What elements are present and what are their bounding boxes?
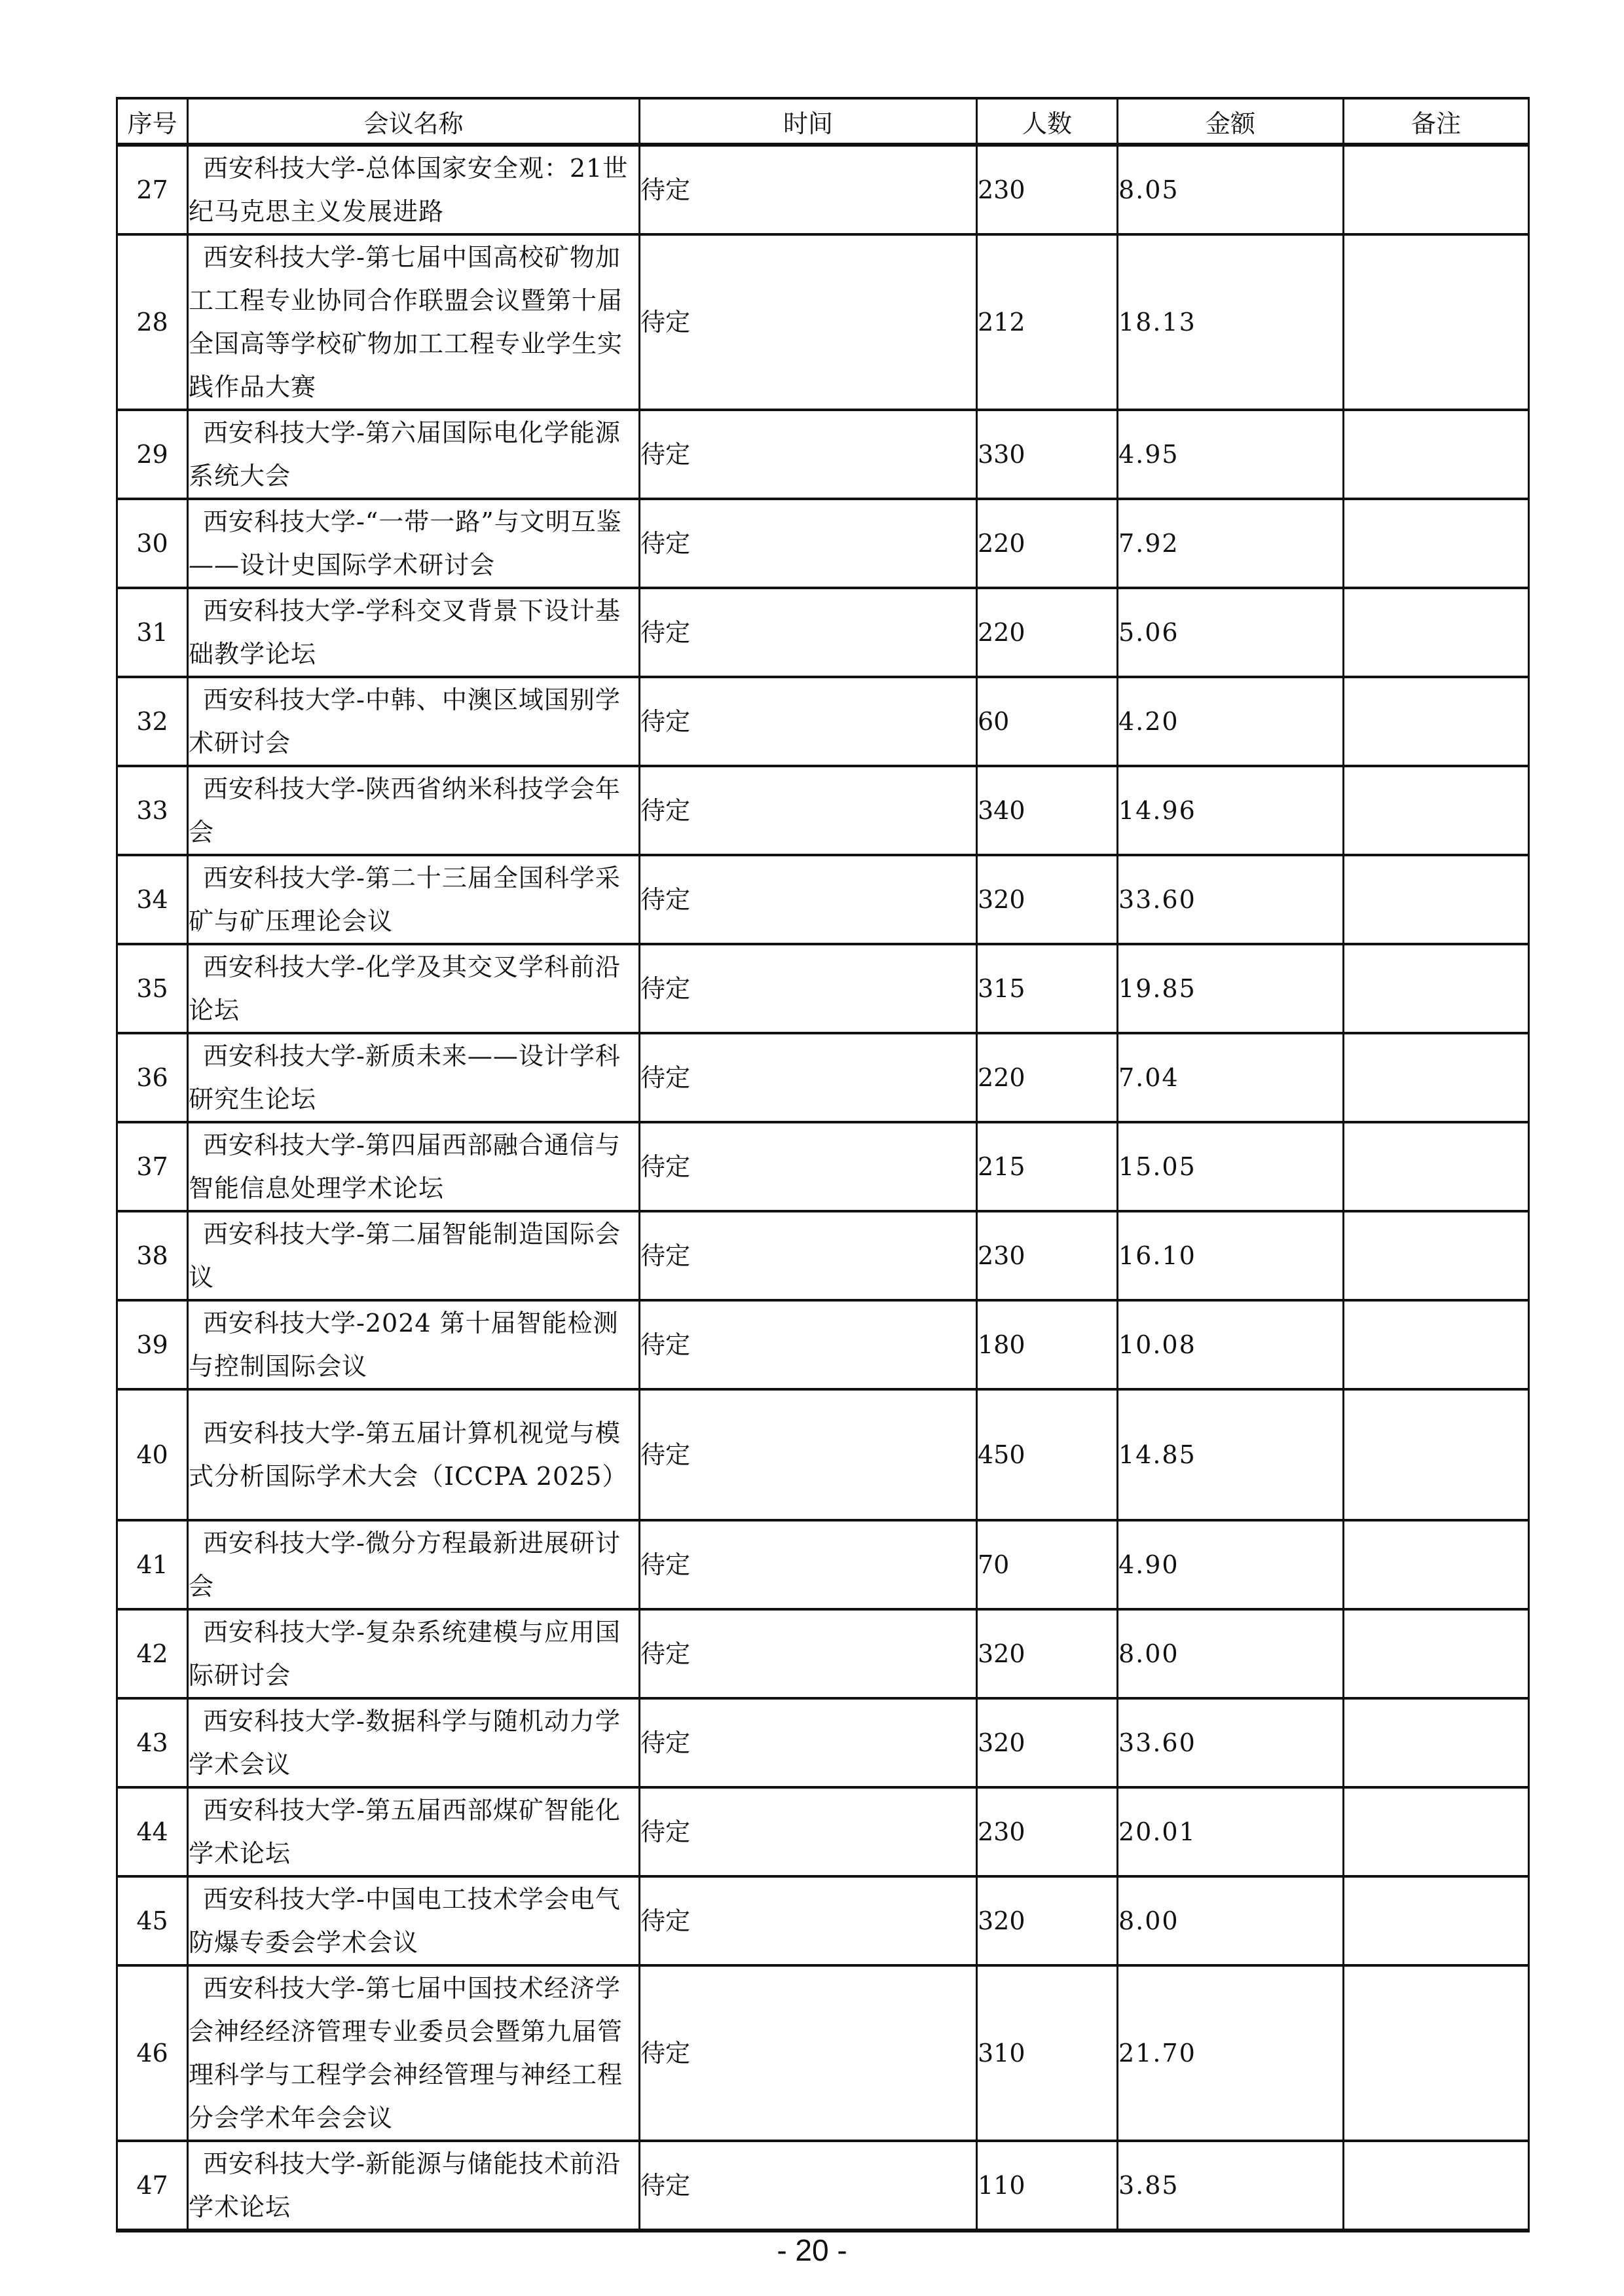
conference-name-text: 西安科技大学-第五届计算机视觉与模式分析国际学术大会（ICCPA 2025）	[189, 1419, 628, 1491]
row-number: 44	[117, 1787, 188, 1876]
row-number: 32	[117, 677, 188, 766]
row-number: 46	[117, 1965, 188, 2141]
conference-name-text: 西安科技大学-数据科学与随机动力学学术会议	[189, 1707, 621, 1779]
table-row	[117, 1876, 1529, 1965]
amount: 8.00	[1118, 1609, 1344, 1698]
conference-name-text: 西安科技大学-2024 第十届智能检测与控制国际会议	[189, 1309, 619, 1381]
attendee-count: 330	[977, 410, 1118, 499]
attendee-count: 340	[977, 766, 1118, 855]
header-time: 时间	[640, 98, 977, 145]
remark	[1344, 2141, 1529, 2231]
conference-name	[188, 145, 640, 234]
conference-time: 待定	[640, 1609, 977, 1698]
table-row	[117, 944, 1529, 1033]
table-row	[117, 677, 1529, 766]
row-number: 43	[117, 1698, 188, 1787]
conference-name	[188, 1033, 640, 1122]
row-number: 33	[117, 766, 188, 855]
remark	[1344, 1389, 1529, 1520]
row-number: 27	[117, 145, 188, 234]
conference-time: 待定	[640, 1122, 977, 1211]
attendee-count: 70	[977, 1520, 1118, 1609]
conference-time: 待定	[640, 855, 977, 944]
amount: 8.05	[1118, 145, 1344, 234]
conference-time: 待定	[640, 1300, 977, 1389]
amount: 3.85	[1118, 2141, 1344, 2231]
attendee-count: 450	[977, 1389, 1118, 1520]
conference-name	[188, 1609, 640, 1698]
attendee-count: 320	[977, 1876, 1118, 1965]
header-people: 人数	[977, 98, 1118, 145]
remark	[1344, 234, 1529, 410]
attendee-count: 220	[977, 588, 1118, 677]
remark	[1344, 1300, 1529, 1389]
conference-name	[188, 1389, 640, 1520]
amount: 7.04	[1118, 1033, 1344, 1122]
remark	[1344, 499, 1529, 588]
conference-name	[188, 588, 640, 677]
table-row	[117, 1389, 1529, 1520]
conference-time: 待定	[640, 1876, 977, 1965]
remark	[1344, 677, 1529, 766]
conference-name	[188, 1787, 640, 1876]
header-amount: 金额	[1118, 98, 1344, 145]
remark	[1344, 766, 1529, 855]
table-row	[117, 1787, 1529, 1876]
attendee-count: 230	[977, 145, 1118, 234]
amount: 4.20	[1118, 677, 1344, 766]
table-row	[117, 1211, 1529, 1300]
conference-time: 待定	[640, 499, 977, 588]
header-name: 会议名称	[188, 98, 640, 145]
amount: 15.05	[1118, 1122, 1344, 1211]
conference-name-text: 西安科技大学-微分方程最新进展研讨会	[189, 1529, 621, 1601]
amount: 10.08	[1118, 1300, 1344, 1389]
table-row	[117, 1698, 1529, 1787]
conference-name-text: 西安科技大学-第二届智能制造国际会议	[189, 1220, 621, 1292]
row-number: 29	[117, 410, 188, 499]
attendee-count: 315	[977, 944, 1118, 1033]
conference-name	[188, 944, 640, 1033]
table-row	[117, 145, 1529, 234]
conference-name-text: 西安科技大学-第七届中国技术经济学会神经经济管理专业委员会暨第九届管理科学与工程学会神经管理与神经工程分会学术年会会议	[189, 1974, 623, 2132]
row-number: 37	[117, 1122, 188, 1211]
conference-time: 待定	[640, 1787, 977, 1876]
conference-name-text: 西安科技大学-学科交叉背景下设计基础教学论坛	[189, 596, 621, 668]
remark	[1344, 1122, 1529, 1211]
remark	[1344, 1211, 1529, 1300]
conference-name-text: 西安科技大学-陕西省纳米科技学会年会	[189, 774, 621, 847]
conference-time: 待定	[640, 1033, 977, 1122]
conference-name-text: 西安科技大学-新质未来——设计学科研究生论坛	[189, 1042, 621, 1114]
remark	[1344, 1520, 1529, 1609]
amount: 8.00	[1118, 1876, 1344, 1965]
remark	[1344, 944, 1529, 1033]
amount: 19.85	[1118, 944, 1344, 1033]
conference-name-text: 西安科技大学-第六届国际电化学能源系统大会	[189, 418, 621, 490]
row-number: 45	[117, 1876, 188, 1965]
table-header-row	[117, 98, 1529, 145]
attendee-count: 220	[977, 1033, 1118, 1122]
remark	[1344, 1965, 1529, 2141]
row-number: 34	[117, 855, 188, 944]
amount: 33.60	[1118, 855, 1344, 944]
conference-time: 待定	[640, 1698, 977, 1787]
amount: 14.96	[1118, 766, 1344, 855]
row-number: 30	[117, 499, 188, 588]
conference-time: 待定	[640, 588, 977, 677]
conference-name	[188, 410, 640, 499]
amount: 4.95	[1118, 410, 1344, 499]
table-row	[117, 766, 1529, 855]
table-row	[117, 1033, 1529, 1122]
conference-name	[188, 677, 640, 766]
conference-name-text: 西安科技大学-中国电工技术学会电气防爆专委会学术会议	[189, 1885, 621, 1957]
conference-name	[188, 1698, 640, 1787]
table-row	[117, 499, 1529, 588]
amount: 18.13	[1118, 234, 1344, 410]
conference-time: 待定	[640, 234, 977, 410]
header-no: 序号	[117, 98, 188, 145]
conference-name-text: 西安科技大学-总体国家安全观：21世纪马克思主义发展进路	[189, 154, 629, 226]
conference-time: 待定	[640, 410, 977, 499]
conference-name-text: 西安科技大学-复杂系统建模与应用国际研讨会	[189, 1618, 621, 1690]
conference-name	[188, 1300, 640, 1389]
page-number: - 20 -	[777, 2233, 847, 2267]
amount: 33.60	[1118, 1698, 1344, 1787]
remark	[1344, 145, 1529, 234]
conference-name-text: 西安科技大学-新能源与储能技术前沿学术论坛	[189, 2149, 621, 2221]
amount: 5.06	[1118, 588, 1344, 677]
remark	[1344, 1698, 1529, 1787]
conference-time: 待定	[640, 1211, 977, 1300]
conference-name-text: 西安科技大学-“一带一路”与文明互鉴——设计史国际学术研讨会	[189, 507, 622, 579]
remark	[1344, 1609, 1529, 1698]
table-row	[117, 1965, 1529, 2141]
attendee-count: 180	[977, 1300, 1118, 1389]
attendee-count: 220	[977, 499, 1118, 588]
table-row	[117, 1609, 1529, 1698]
table-row	[117, 855, 1529, 944]
conference-time: 待定	[640, 1389, 977, 1520]
conference-time: 待定	[640, 1965, 977, 2141]
attendee-count: 212	[977, 234, 1118, 410]
conference-name	[188, 1965, 640, 2141]
row-number: 41	[117, 1520, 188, 1609]
amount: 20.01	[1118, 1787, 1344, 1876]
conference-name-text: 西安科技大学-第二十三届全国科学采矿与矿压理论会议	[189, 864, 621, 936]
amount: 16.10	[1118, 1211, 1344, 1300]
conference-time: 待定	[640, 944, 977, 1033]
attendee-count: 310	[977, 1965, 1118, 2141]
table-row	[117, 1520, 1529, 1609]
attendee-count: 230	[977, 1211, 1118, 1300]
conference-time: 待定	[640, 677, 977, 766]
attendee-count: 230	[977, 1787, 1118, 1876]
attendee-count: 110	[977, 2141, 1118, 2231]
amount: 4.90	[1118, 1520, 1344, 1609]
attendee-count: 60	[977, 677, 1118, 766]
row-number: 31	[117, 588, 188, 677]
header-remark: 备注	[1344, 98, 1529, 145]
attendee-count: 320	[977, 855, 1118, 944]
conference-table	[116, 97, 1530, 2232]
table-row	[117, 588, 1529, 677]
conference-name-text: 西安科技大学-化学及其交叉学科前沿论坛	[189, 953, 621, 1025]
table-row	[117, 2141, 1529, 2231]
conference-name	[188, 766, 640, 855]
attendee-count: 215	[977, 1122, 1118, 1211]
table-row	[117, 234, 1529, 410]
remark	[1344, 1033, 1529, 1122]
amount: 7.92	[1118, 499, 1344, 588]
remark	[1344, 410, 1529, 499]
conference-name	[188, 499, 640, 588]
amount: 14.85	[1118, 1389, 1344, 1520]
amount: 21.70	[1118, 1965, 1344, 2141]
table-row	[117, 410, 1529, 499]
table-row	[117, 1122, 1529, 1211]
row-number: 35	[117, 944, 188, 1033]
conference-name-text: 西安科技大学-第四届西部融合通信与智能信息处理学术论坛	[189, 1131, 621, 1203]
attendee-count: 320	[977, 1609, 1118, 1698]
table-row	[117, 1300, 1529, 1389]
remark	[1344, 855, 1529, 944]
conference-time: 待定	[640, 2141, 977, 2231]
conference-name	[188, 1520, 640, 1609]
conference-name	[188, 1122, 640, 1211]
conference-name	[188, 234, 640, 410]
row-number: 39	[117, 1300, 188, 1389]
conference-name-text: 西安科技大学-第七届中国高校矿物加工工程专业协同合作联盟会议暨第十届全国高等学校矿物加工工程专业学生实践作品大赛	[189, 243, 623, 401]
remark	[1344, 588, 1529, 677]
row-number: 47	[117, 2141, 188, 2231]
conference-time: 待定	[640, 145, 977, 234]
conference-name	[188, 1211, 640, 1300]
row-number: 36	[117, 1033, 188, 1122]
row-number: 42	[117, 1609, 188, 1698]
row-number: 40	[117, 1389, 188, 1520]
row-number: 28	[117, 234, 188, 410]
remark	[1344, 1787, 1529, 1876]
row-number: 38	[117, 1211, 188, 1300]
table-body	[117, 145, 1529, 2231]
conference-time: 待定	[640, 766, 977, 855]
remark	[1344, 1876, 1529, 1965]
conference-name	[188, 1876, 640, 1965]
conference-name	[188, 2141, 640, 2231]
conference-name	[188, 855, 640, 944]
attendee-count: 320	[977, 1698, 1118, 1787]
conference-name-text: 西安科技大学-中韩、中澳区域国别学术研讨会	[189, 685, 621, 757]
conference-name-text: 西安科技大学-第五届西部煤矿智能化学术论坛	[189, 1796, 621, 1868]
conference-time: 待定	[640, 1520, 977, 1609]
